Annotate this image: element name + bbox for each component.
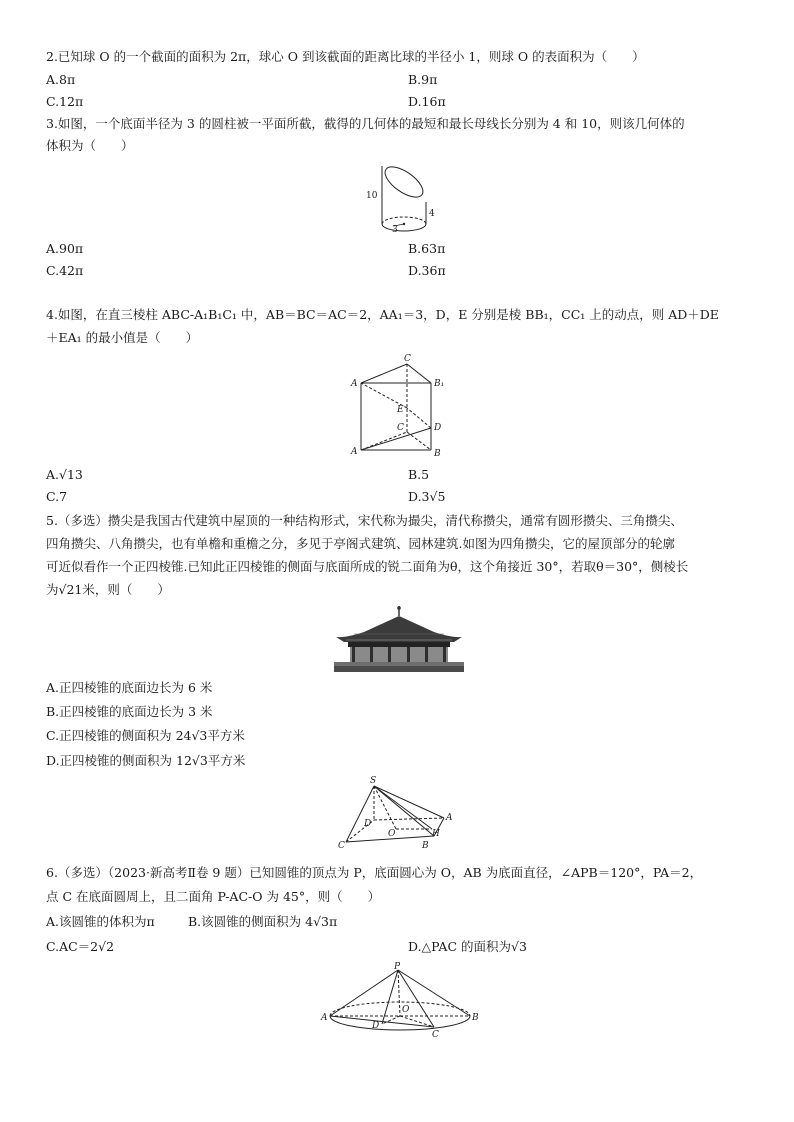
q6-cone-figure xyxy=(320,962,480,1040)
q2-option-b: B.9π xyxy=(408,72,438,87)
q6-label-c: C xyxy=(432,1030,439,1040)
q4-option-b: B.5 xyxy=(408,467,430,482)
q3-option-a: A.90π xyxy=(46,241,84,256)
q5-pyramid-figure xyxy=(334,774,459,852)
q5-option-a: A.正四棱锥的底面边长为 6 米 xyxy=(46,680,213,695)
q4-stem-line1: 4.如图，在直三棱柱 ABC-A₁B₁C₁ 中，AB＝BC＝AC＝2，AA₁＝3，D，E 分别是棱 BB₁，CC₁ 上的动点，则 AD＋DE xyxy=(46,307,719,322)
q5-stem-line3: 可近似看作一个正四棱锥.已知此正四棱锥的侧面与底面所成的锐二面角为θ，这个角接近 30°，若取θ＝30°，侧棱长 xyxy=(46,559,689,574)
q3-label-short: 4 xyxy=(429,209,435,219)
q5-label-s: S xyxy=(370,776,377,786)
q4-label-a1: A xyxy=(351,379,358,389)
q3-cut-cylinder-figure xyxy=(362,158,442,236)
q3-option-c: C.42π xyxy=(46,263,84,278)
q2-option-a: A.8π xyxy=(46,72,76,87)
q4-prism-figure xyxy=(345,350,455,460)
q4-label-b1: B₁ xyxy=(434,379,445,389)
q5-label-h: H xyxy=(432,829,440,839)
q4-label-d: D xyxy=(434,423,442,433)
q5-stem-line4: 为√21米，则（ ） xyxy=(46,582,170,597)
q6-stem-line2: 点 C 在底面圆周上，且二面角 P-AC-O 为 45°，则（ ） xyxy=(46,889,381,904)
q6-label-b: B xyxy=(472,1013,479,1023)
q5-label-b: B xyxy=(422,841,429,851)
q2-stem: 2.已知球 O 的一个截面的面积为 2π，球心 O 到该截面的距离比球的半径小 1，则球 O 的表面积为（ ） xyxy=(46,49,645,64)
q6-option-c: C.AC＝2√2 xyxy=(46,939,115,954)
q2-option-c: C.12π xyxy=(46,94,84,109)
q6-label-d: D xyxy=(372,1021,380,1031)
q5-option-d: D.正四棱锥的侧面积为 12√3平方米 xyxy=(46,753,246,768)
q6-stem-line1: 6.（多选）（2023·新高考Ⅱ卷 9 题）已知圆锥的顶点为 P，底面圆心为 O，AB 为底面直径，∠APB＝120°，PA＝2， xyxy=(46,865,703,880)
pavilion-photo xyxy=(334,604,464,672)
q6-label-p: P xyxy=(394,962,401,972)
q5-label-c: C xyxy=(338,841,345,851)
q5-label-o: O xyxy=(388,829,396,839)
q5-stem-line2: 四角攒尖、八角攒尖，也有单檐和重檐之分，多见于亭阁式建筑、园林建筑.如图为四角攒尖，它的屋顶部分的轮廓 xyxy=(46,536,675,551)
q5-option-b: B.正四棱锥的底面边长为 3 米 xyxy=(46,704,213,719)
q4-label-c1: C xyxy=(404,354,411,364)
q6-label-o: O xyxy=(402,1005,410,1015)
q4-option-c: C.7 xyxy=(46,489,68,504)
q4-label-c: C xyxy=(397,423,404,433)
q4-option-a: A.√13 xyxy=(46,467,83,482)
q5-stem-line1: 5.（多选）攒尖是我国古代建筑中屋顶的一种结构形式，宋代称为撮尖，清代称攒尖，通常有圆形攒尖、三角攒尖、 xyxy=(46,513,683,528)
q5-option-c: C.正四棱锥的侧面积为 24√3平方米 xyxy=(46,728,245,743)
q3-option-d: D.36π xyxy=(408,263,446,278)
q4-stem-line2: ＋EA₁ 的最小值是（ ） xyxy=(46,330,199,345)
q3-label-long: 10 xyxy=(366,191,378,201)
q3-stem-line1: 3.如图，一个底面半径为 3 的圆柱被一平面所截，截得的几何体的最短和最长母线长分别为 4 和 10，则该几何体的 xyxy=(46,116,685,131)
q3-option-b: B.63π xyxy=(408,241,446,256)
q4-label-a: A xyxy=(351,447,358,457)
q3-label-radius: 3 xyxy=(392,225,398,235)
q6-option-a: A.该圆锥的体积为π xyxy=(46,914,155,929)
q3-stem-line2: 体积为（ ） xyxy=(46,138,134,153)
q6-option-b: B.该圆锥的侧面积为 4√3π xyxy=(188,914,338,929)
q4-label-e: E xyxy=(397,405,404,415)
q6-label-a: A xyxy=(321,1013,328,1023)
q4-label-b: B xyxy=(434,449,441,459)
q6-option-d: D.△PAC 的面积为√3 xyxy=(408,939,527,954)
q4-option-d: D.3√5 xyxy=(408,489,446,504)
q2-option-d: D.16π xyxy=(408,94,446,109)
q5-label-d: D xyxy=(364,819,372,829)
q5-label-a: A xyxy=(446,813,453,823)
